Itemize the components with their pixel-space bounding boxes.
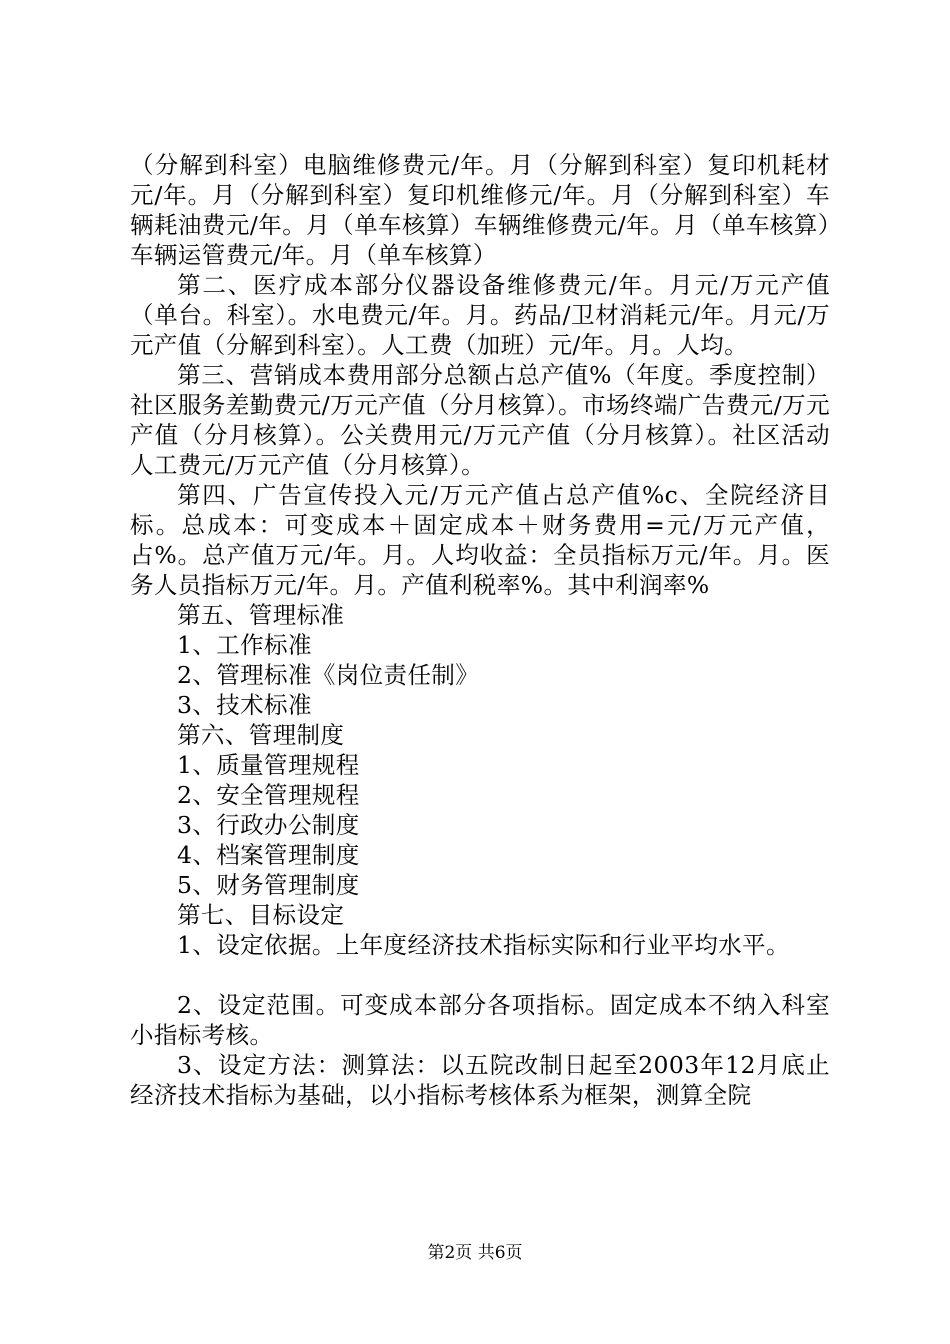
paragraph: 第六、管理制度: [177, 721, 345, 749]
paragraph: 2、管理标准《岗位责任制》: [177, 661, 480, 689]
paragraph: 3、行政办公制度: [177, 811, 360, 839]
paragraph: 第三、营销成本费用部分总额占总产值%（年度。季度控制）社区服务差勤费元/万元产值（分月核算）。市场终端广告费元/万元产值（分月核算）。公关费用元/万元产值（分月核算）。社区活动人工费元/万元产值（分月核算）。: [130, 361, 830, 479]
paragraph: 3、技术标准: [177, 691, 312, 719]
paragraph: 第五、管理标准: [177, 601, 345, 629]
paragraph: （分解到科室）电脑维修费元/年。月（分解到科室）复印机耗材元/年。月（分解到科室）复印机维修元/年。月（分解到科室）车辆耗油费元/年。月（单车核算）车辆维修费元/年。月（单车核算）车辆运管费元/年。月（单车核算）: [130, 151, 830, 269]
paragraph: 1、设定依据。上年度经济技术指标实际和行业平均水平。: [177, 931, 790, 959]
paragraph: 4、档案管理制度: [177, 841, 360, 869]
document-body: [130, 150, 830, 1110]
paragraph: 2、安全管理规程: [177, 781, 360, 809]
blank-line: [130, 960, 830, 990]
paragraph: 1、质量管理规程: [177, 751, 360, 779]
paragraph: 2、设定范围。可变成本部分各项指标。固定成本不纳入科室小指标考核。: [130, 991, 830, 1049]
page-footer: 第2页 共6页: [427, 1243, 523, 1263]
paragraph: 第二、医疗成本部分仪器设备维修费元/年。月元/万元产值（单台。科室）。水电费元/年。月。药品/卫材消耗元/年。月元/万元产值（分解到科室）。人工费（加班）元/年。月。人均。: [130, 271, 830, 359]
paragraph: 1、工作标准: [177, 631, 312, 659]
paragraph: 5、财务管理制度: [177, 871, 360, 899]
paragraph: 第七、目标设定: [177, 901, 345, 929]
paragraph: 第四、广告宣传投入元/万元产值占总产值%c、全院经济目标。总成本：可变成本＋固定成本＋财务费用=元/万元产值，占%。总产值万元/年。月。人均收益：全员指标万元/年。月。医务人员指标万元/年。月。产值利税率%。其中利润率%: [130, 481, 830, 599]
paragraph: 3、设定方法：测算法：以五院改制日起至2003年12月底止经济技术指标为基础，以小指标考核体系为框架，测算全院: [130, 1051, 830, 1109]
